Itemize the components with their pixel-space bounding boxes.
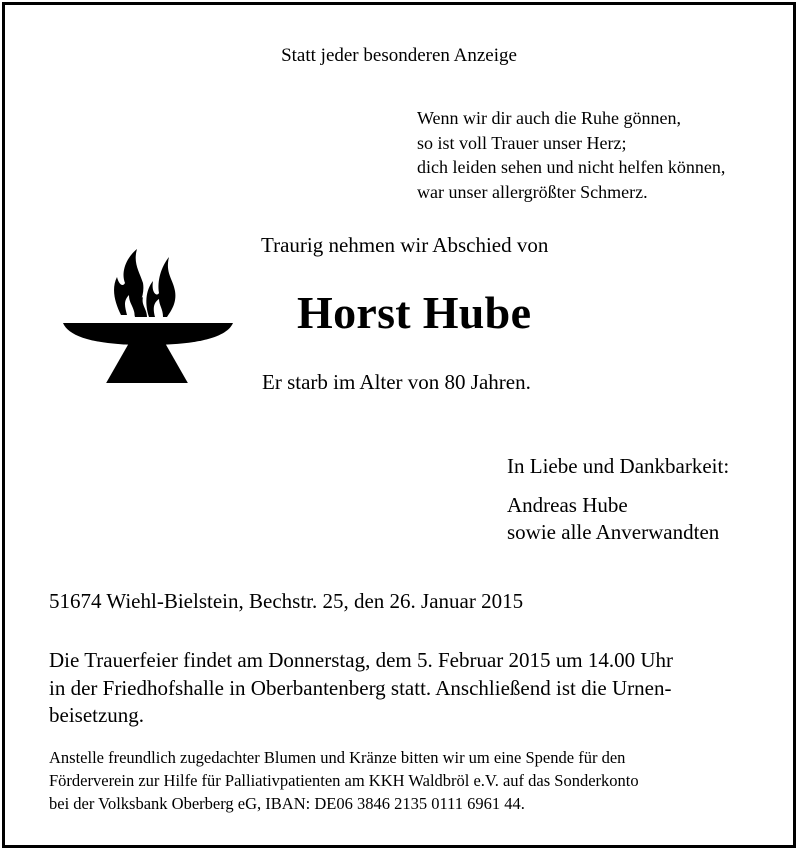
signer-line: Andreas Hube [507, 493, 628, 517]
funeral-line: Die Trauerfeier findet am Donnerstag, dem 5. Februar 2015 um 14.00 Uhr [49, 648, 674, 672]
notice-header: Statt jeder besonderen Anzeige [281, 45, 517, 66]
poem-line: Wenn wir dir auch die Ruhe gönnen, [417, 108, 681, 128]
signer-line: sowie alle Anverwandten [507, 520, 720, 544]
donation-line: bei der Volksbank Oberberg eG, IBAN: DE06 3846 2135 0111 6961 44. [49, 794, 525, 813]
signers-block [507, 492, 719, 546]
age-line: Er starb im Alter von 80 Jahren. [262, 370, 531, 394]
deceased-name: Horst Hube [297, 287, 532, 338]
poem-line: so ist voll Trauer unser Herz; [417, 132, 627, 153]
dedication-line: In Liebe und Dankbarkeit: [507, 454, 730, 478]
funeral-line: in der Friedhofshalle in Oberbantenberg statt. Anschließend ist die Urnen- [49, 675, 672, 700]
farewell-intro: Traurig nehmen wir Abschied von [261, 233, 549, 257]
flame-bowl-icon [59, 243, 235, 383]
donation-line: Förderverein zur Hilfe für Palliativpatienten am KKH Waldbröl e.V. auf das Sonderkonto [49, 771, 639, 790]
obituary-notice [2, 2, 796, 848]
funeral-line: beisetzung. [49, 703, 145, 727]
donation-info [49, 746, 639, 815]
funeral-info [49, 647, 673, 730]
poem-line: war unser allergrößter Schmerz. [417, 181, 648, 202]
address-date-line: 51674 Wiehl-Bielstein, Bechstr. 25, den 26. Januar 2015 [49, 589, 524, 613]
poem-verse [417, 106, 725, 204]
poem-line: dich leiden sehen und nicht helfen können, [417, 157, 726, 177]
donation-line: Anstelle freundlich zugedachter Blumen und Kränze bitten wir um eine Spende für den [49, 748, 626, 767]
